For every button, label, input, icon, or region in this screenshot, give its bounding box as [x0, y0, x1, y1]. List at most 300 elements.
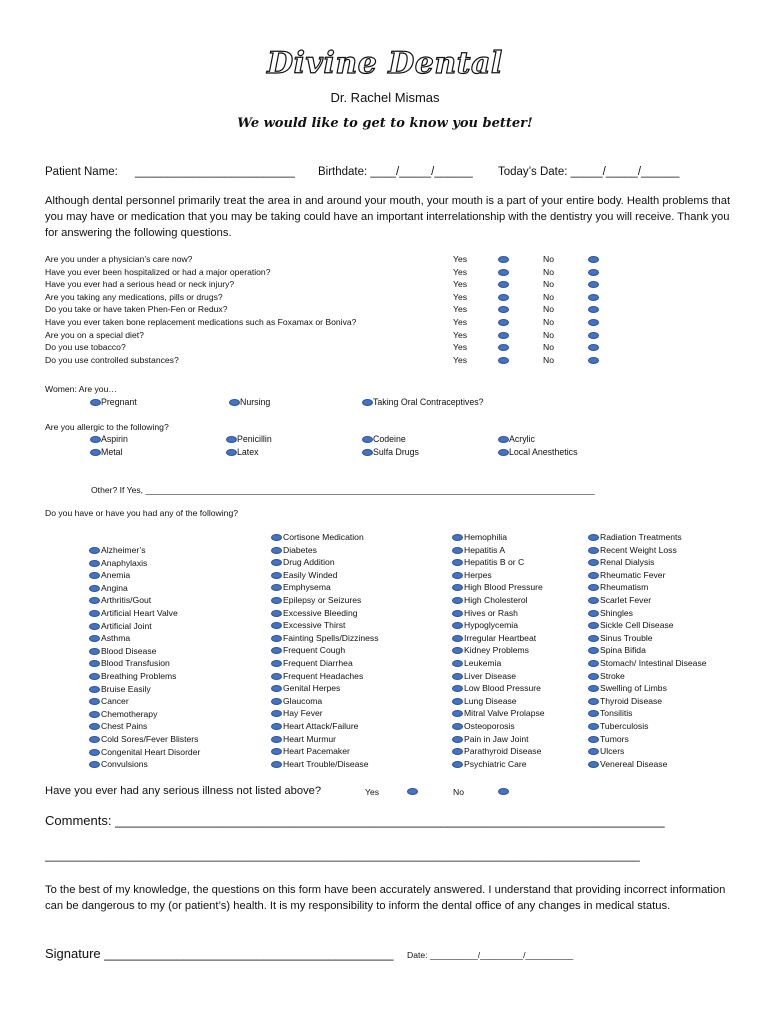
doctor-name: Dr. Rachel Mismas [330, 90, 440, 105]
yes-radio[interactable] [498, 344, 509, 351]
radio-icon[interactable] [271, 723, 282, 730]
radio-icon[interactable] [588, 673, 599, 680]
condition-item[interactable] [283, 557, 335, 567]
condition-item[interactable] [101, 759, 148, 769]
radio-icon[interactable] [89, 635, 100, 642]
radio-icon[interactable] [271, 584, 282, 591]
radio-icon[interactable] [588, 710, 599, 717]
serious-illness-no-label: No [453, 787, 464, 797]
condition-label: Hives or Rash [464, 607, 518, 618]
radio-icon[interactable] [226, 449, 237, 456]
condition-item[interactable] [283, 582, 331, 592]
allergy-acrylic[interactable]: Acrylic [509, 434, 535, 444]
condition-label: Heart Trouble/Disease [283, 758, 369, 769]
condition-item[interactable] [101, 570, 130, 580]
yes-label: Yes [453, 291, 468, 302]
condition-item[interactable] [283, 595, 361, 605]
no-radio[interactable] [588, 294, 599, 301]
yes-radio[interactable] [498, 256, 509, 263]
radio-icon[interactable] [588, 685, 599, 692]
radio-icon[interactable] [89, 572, 100, 579]
radio-icon[interactable] [588, 572, 599, 579]
radio-icon[interactable] [271, 736, 282, 743]
condition-item[interactable] [600, 721, 648, 731]
condition-item[interactable] [464, 633, 536, 643]
radio-icon[interactable] [271, 685, 282, 692]
condition-item[interactable] [600, 595, 651, 605]
condition-label: Heart Murmur [283, 733, 337, 744]
condition-item[interactable] [101, 696, 129, 706]
condition-item[interactable] [101, 747, 200, 757]
condition-item[interactable] [464, 696, 517, 706]
radio-icon[interactable] [588, 534, 599, 541]
condition-label: Cold Sores/Fever Blisters [101, 734, 199, 744]
condition-label: Shingles [600, 607, 633, 618]
radio-icon[interactable] [226, 436, 237, 443]
condition-item[interactable] [283, 545, 317, 555]
condition-item[interactable] [283, 696, 322, 706]
condition-item[interactable] [464, 570, 492, 580]
radio-icon[interactable] [452, 761, 463, 768]
yes-label: Yes [453, 317, 468, 327]
condition-item[interactable] [464, 708, 545, 718]
yes-radio[interactable] [498, 357, 509, 364]
condition-item[interactable] [101, 608, 178, 618]
radio-icon[interactable] [452, 572, 463, 579]
condition-label: Sinus Trouble [600, 632, 653, 643]
question-text: Have you ever been hospitalized or had a major operation? [45, 266, 271, 277]
radio-icon[interactable] [271, 597, 282, 604]
allergy-codeine[interactable]: Codeine [373, 434, 406, 444]
condition-label: Renal Dialysis [600, 557, 655, 568]
condition-label: Epilepsy or Seizures [283, 595, 362, 605]
condition-label: Herpes [464, 569, 492, 580]
condition-item[interactable] [600, 608, 633, 618]
radio-icon[interactable] [588, 597, 599, 604]
radio-icon[interactable] [271, 660, 282, 667]
condition-label: Liver Disease [464, 670, 517, 681]
conditions-label: Do you have or have you had any of the following? [45, 508, 239, 518]
tagline: We would like to get to know you better! [237, 116, 533, 131]
yes-label: Yes [453, 254, 468, 264]
condition-item[interactable] [101, 545, 146, 555]
condition-label: Recent Weight Loss [600, 544, 677, 555]
radio-icon[interactable] [452, 597, 463, 604]
no-radio[interactable] [588, 256, 599, 263]
condition-item[interactable] [600, 671, 625, 681]
condition-label: Artificial Joint [101, 620, 152, 631]
no-label: No [543, 329, 554, 340]
radio-icon[interactable] [89, 547, 100, 554]
radio-icon[interactable] [588, 723, 599, 730]
radio-icon[interactable] [89, 698, 100, 705]
condition-item[interactable] [464, 545, 505, 555]
radio-icon[interactable] [588, 584, 599, 591]
condition-item[interactable] [283, 746, 350, 756]
option-pregnant[interactable]: Pregnant [101, 397, 137, 407]
yes-radio[interactable] [498, 269, 509, 276]
condition-item[interactable] [101, 595, 151, 605]
condition-label: Stroke [600, 670, 625, 681]
radio-icon[interactable] [89, 749, 100, 756]
no-label: No [543, 266, 554, 277]
allergy-aspirin[interactable]: Aspirin [101, 434, 128, 444]
question-text: Are you on a special diet? [45, 329, 144, 340]
intro-paragraph: Although dental personnel primarily treat the area in and around your mouth, your mouth is a part of your entire body. Health problems that you may have or medication that you may be taking could have an important interrelationship with the dentistry you will receive. Thank you for answering the following questions. [45, 195, 731, 239]
radio-icon[interactable] [452, 660, 463, 667]
radio-icon[interactable] [588, 748, 599, 755]
radio-icon[interactable] [588, 635, 599, 642]
allergy-latex[interactable]: Latex [237, 447, 259, 457]
yes-radio[interactable] [498, 306, 509, 313]
radio-icon[interactable] [362, 449, 373, 456]
radio-icon[interactable] [588, 547, 599, 554]
radio-icon[interactable] [588, 610, 599, 617]
condition-label: Blood Transfusion [101, 658, 170, 669]
condition-label: Anaphylaxis [101, 557, 148, 568]
radio-icon[interactable] [452, 635, 463, 642]
radio-icon[interactable] [452, 647, 463, 654]
condition-item[interactable] [283, 721, 358, 731]
radio-icon[interactable] [89, 623, 100, 630]
women-label: Women: Are you… [45, 384, 117, 394]
condition-item[interactable] [101, 709, 157, 719]
condition-label: High Cholesterol [464, 595, 528, 605]
radio-icon[interactable] [271, 622, 282, 629]
other-allergy-field[interactable]: Other? If Yes, ______________________________________________________________________________________________ [91, 485, 595, 495]
condition-label: Asthma [101, 633, 131, 644]
yes-label: Yes [453, 342, 468, 353]
radio-icon[interactable] [588, 736, 599, 743]
no-label: No [543, 291, 554, 302]
condition-item[interactable] [101, 671, 176, 681]
radio-icon[interactable] [271, 547, 282, 554]
condition-item[interactable] [464, 608, 518, 618]
radio-icon[interactable] [229, 399, 240, 406]
condition-item[interactable] [600, 545, 677, 555]
condition-label: Spina Bifida [600, 645, 646, 656]
condition-label: Breathing Problems [101, 671, 177, 681]
radio-icon[interactable] [498, 449, 509, 456]
condition-label: Genital Herpes [283, 683, 341, 694]
radio-icon[interactable] [452, 610, 463, 617]
radio-icon[interactable] [271, 534, 282, 541]
condition-label: Arthritis/Gout [101, 595, 152, 606]
condition-item[interactable] [464, 582, 543, 592]
radio-icon[interactable] [271, 572, 282, 579]
allergy-metal[interactable]: Metal [101, 447, 123, 457]
condition-label: Hemophilia [464, 532, 507, 542]
condition-label: Congenital Heart Disorder [101, 746, 201, 757]
practice-title: Divine Dental [267, 46, 503, 81]
no-label: No [543, 304, 554, 315]
condition-label: Alzheimer’s [101, 545, 146, 555]
no-radio[interactable] [588, 281, 599, 288]
condition-label: Pain in Jaw Joint [464, 733, 529, 744]
radio-icon[interactable] [90, 399, 101, 406]
condition-label: Angina [101, 582, 128, 593]
radio-icon[interactable] [452, 534, 463, 541]
condition-item[interactable] [283, 708, 323, 718]
radio-icon[interactable] [271, 748, 282, 755]
condition-label: High Blood Pressure [464, 582, 543, 593]
radio-icon[interactable] [271, 710, 282, 717]
signature-field[interactable]: Signature ________________________________________ [45, 946, 394, 961]
yes-radio[interactable] [498, 294, 509, 301]
no-radio[interactable] [588, 344, 599, 351]
radio-icon[interactable] [588, 559, 599, 566]
condition-item[interactable] [464, 683, 541, 693]
condition-item[interactable] [464, 645, 529, 655]
condition-label: Hypoglycemia [464, 620, 518, 631]
serious-illness-no-radio[interactable] [498, 788, 509, 795]
condition-item[interactable] [283, 671, 363, 681]
condition-label: Thyroid Disease [600, 695, 663, 706]
condition-item[interactable] [464, 721, 515, 731]
radio-icon[interactable] [89, 648, 100, 655]
comments-line-2[interactable]: _____________________________________________________________________________________________ [45, 850, 640, 862]
radio-icon[interactable] [271, 698, 282, 705]
condition-item[interactable] [101, 721, 147, 731]
serious-illness-yes-radio[interactable] [407, 788, 418, 795]
condition-label: Radiation Treatments [600, 532, 682, 542]
condition-item[interactable] [101, 646, 156, 656]
radio-icon[interactable] [362, 436, 373, 443]
radio-icon[interactable] [89, 686, 100, 693]
radio-icon[interactable] [89, 711, 100, 718]
radio-icon[interactable] [588, 660, 599, 667]
condition-label: Scarlet Fever [600, 595, 652, 605]
condition-label: Glaucoma [283, 695, 323, 706]
condition-item[interactable] [101, 734, 198, 744]
condition-item[interactable] [600, 658, 707, 668]
certification-statement: To the best of my knowledge, the questions on this form have been accurately answered. I understand that providing incorrect information can be dangerous to my (or patient’s) health. It is my responsibility to inform the dental office of any changes in medical status. [45, 884, 726, 912]
condition-item[interactable] [101, 621, 152, 631]
condition-label: Convulsions [101, 759, 148, 770]
radio-icon[interactable] [89, 761, 100, 768]
condition-label: Mitral Valve Prolapse [464, 708, 545, 719]
condition-label: Tumors [600, 733, 629, 744]
condition-item[interactable] [283, 734, 336, 744]
radio-icon[interactable] [452, 673, 463, 680]
condition-item[interactable] [464, 532, 507, 542]
allergy-sulfa-drugs[interactable]: Sulfa Drugs [373, 447, 419, 457]
condition-item[interactable] [464, 557, 524, 567]
birthdate-field[interactable]: Birthdate: ____/_____/______ [318, 166, 473, 178]
condition-item[interactable] [600, 620, 674, 630]
radio-icon[interactable] [89, 610, 100, 617]
todays-date-field[interactable]: Today’s Date: _____/_____/______ [498, 166, 680, 178]
radio-icon[interactable] [452, 547, 463, 554]
condition-label: Fainting Spells/Dizziness [283, 632, 379, 643]
radio-icon[interactable] [271, 559, 282, 566]
radio-icon[interactable] [452, 736, 463, 743]
yes-label: Yes [453, 279, 468, 290]
condition-item[interactable] [101, 633, 130, 643]
no-radio[interactable] [588, 332, 599, 339]
condition-label: Irregular Heartbeat [464, 632, 537, 643]
yes-radio[interactable] [498, 319, 509, 326]
radio-icon[interactable] [452, 710, 463, 717]
condition-item[interactable] [283, 532, 364, 542]
radio-icon[interactable] [452, 723, 463, 730]
condition-label: Osteoporosis [464, 721, 515, 731]
radio-icon[interactable] [90, 436, 101, 443]
radio-icon[interactable] [89, 585, 100, 592]
yes-label: Yes [453, 266, 468, 277]
condition-item[interactable] [464, 671, 516, 681]
condition-label: Sickle Cell Disease [600, 620, 674, 631]
condition-label: Diabetes [283, 544, 317, 555]
condition-item[interactable] [283, 683, 340, 693]
condition-label: Rheumatism [600, 582, 649, 593]
condition-item[interactable] [464, 734, 529, 744]
question-text: Do you take or have taken Phen-Fen or Redux? [45, 304, 228, 315]
option-oral-contraceptives[interactable]: Taking Oral Contraceptives? [373, 397, 484, 407]
allergies-label: Are you allergic to the following? [45, 422, 169, 432]
radio-icon[interactable] [89, 736, 100, 743]
condition-label: Rheumatic Fever [600, 569, 666, 580]
condition-item[interactable] [464, 595, 528, 605]
allergy-penicillin[interactable]: Penicillin [237, 434, 272, 444]
patient-name-label: Patient Name: [45, 166, 118, 178]
radio-icon[interactable] [271, 673, 282, 680]
condition-label: Leukemia [464, 658, 502, 668]
radio-icon[interactable] [452, 559, 463, 566]
radio-icon[interactable] [452, 622, 463, 629]
condition-label: Heart Pacemaker [283, 746, 350, 757]
radio-icon[interactable] [271, 647, 282, 654]
condition-label: Emphysema [283, 582, 331, 593]
comments-field[interactable]: Comments: ____________________________________________________________________________ [45, 813, 665, 828]
condition-label: Anemia [101, 570, 131, 581]
condition-label: Kidney Problems [464, 645, 529, 656]
radio-icon[interactable] [588, 647, 599, 654]
radio-icon[interactable] [588, 761, 599, 768]
condition-label: Hepatitis A [464, 544, 506, 555]
condition-item[interactable] [600, 746, 624, 756]
no-radio[interactable] [588, 357, 599, 364]
condition-label: Tonsilitis [600, 708, 633, 719]
condition-label: Frequent Cough [283, 645, 346, 656]
condition-item[interactable] [600, 633, 653, 643]
radio-icon[interactable] [89, 673, 100, 680]
condition-item[interactable] [464, 759, 527, 769]
radio-icon[interactable] [452, 748, 463, 755]
condition-label: Cancer [101, 696, 129, 707]
question-text: Have you ever had a serious head or neck injury? [45, 279, 235, 290]
radio-icon[interactable] [90, 449, 101, 456]
radio-icon[interactable] [89, 660, 100, 667]
radio-icon[interactable] [271, 635, 282, 642]
patient-name-field[interactable]: _________________________ [135, 166, 295, 178]
condition-item[interactable] [283, 645, 345, 655]
question-text: Do you use controlled substances? [45, 354, 179, 365]
radio-icon[interactable] [362, 399, 373, 406]
condition-label: Parathyroid Disease [464, 746, 542, 757]
condition-label: Ulcers [600, 746, 625, 757]
serious-illness-yes-label: Yes [365, 787, 380, 797]
condition-item[interactable] [600, 582, 648, 592]
radio-icon[interactable] [271, 610, 282, 617]
condition-item[interactable] [600, 708, 632, 718]
condition-item[interactable] [283, 633, 379, 643]
radio-icon[interactable] [271, 761, 282, 768]
condition-item[interactable] [600, 683, 667, 693]
signature-date-field[interactable]: Date: __________/_________/__________ [407, 950, 574, 960]
condition-label: Stomach/ Intestinal Disease [600, 658, 707, 668]
yes-label: Yes [453, 304, 468, 315]
condition-label: Chemotherapy [101, 708, 158, 719]
condition-item[interactable] [283, 759, 369, 769]
condition-item[interactable] [464, 620, 518, 630]
condition-item[interactable] [101, 684, 151, 694]
condition-item[interactable] [283, 620, 345, 630]
question-text: Do you use tobacco? [45, 342, 126, 353]
condition-label: Venereal Disease [600, 758, 668, 769]
condition-label: Blood Disease [101, 645, 157, 656]
condition-label: Low Blood Pressure [464, 683, 541, 694]
allergy-local-anesthetics[interactable]: Local Anesthetics [509, 447, 577, 457]
condition-label: Hepatitis B or C [464, 557, 525, 568]
condition-item[interactable] [600, 734, 629, 744]
condition-item[interactable] [600, 557, 654, 567]
no-label: No [543, 342, 554, 353]
no-label: No [543, 254, 554, 264]
radio-icon[interactable] [89, 597, 100, 604]
condition-label: Swelling of Limbs [600, 683, 667, 694]
yes-radio[interactable] [498, 332, 509, 339]
radio-icon[interactable] [452, 698, 463, 705]
radio-icon[interactable] [89, 560, 100, 567]
condition-item[interactable] [283, 608, 358, 618]
radio-icon[interactable] [89, 723, 100, 730]
condition-item[interactable] [101, 558, 147, 568]
no-radio[interactable] [588, 306, 599, 313]
condition-item[interactable] [101, 583, 128, 593]
condition-item[interactable] [283, 658, 353, 668]
radio-icon[interactable] [498, 436, 509, 443]
yes-label: Yes [453, 354, 468, 365]
no-radio[interactable] [588, 269, 599, 276]
condition-item[interactable] [600, 532, 682, 542]
option-nursing[interactable]: Nursing [240, 397, 270, 407]
condition-label: Easily Winded [283, 569, 338, 580]
condition-label: Hay Fever [283, 708, 323, 719]
no-label: No [543, 354, 554, 365]
condition-item[interactable] [283, 570, 337, 580]
yes-radio[interactable] [498, 281, 509, 288]
radio-icon[interactable] [452, 584, 463, 591]
condition-item[interactable] [600, 696, 662, 706]
no-radio[interactable] [588, 319, 599, 326]
condition-label: Bruise Easily [101, 683, 151, 694]
condition-item[interactable] [101, 658, 170, 668]
condition-item[interactable] [600, 759, 667, 769]
question-text: Are you taking any medications, pills or drugs? [45, 291, 223, 302]
condition-item[interactable] [600, 570, 665, 580]
radio-icon[interactable] [452, 685, 463, 692]
condition-label: Artificial Heart Valve [101, 608, 178, 618]
radio-icon[interactable] [588, 698, 599, 705]
condition-label: Frequent Headaches [283, 670, 364, 681]
no-label: No [543, 317, 554, 327]
condition-item[interactable] [600, 645, 646, 655]
condition-item[interactable] [464, 658, 501, 668]
radio-icon[interactable] [588, 622, 599, 629]
condition-item[interactable] [464, 746, 541, 756]
serious-illness-question: Have you ever had any serious illness not listed above? [45, 785, 322, 797]
